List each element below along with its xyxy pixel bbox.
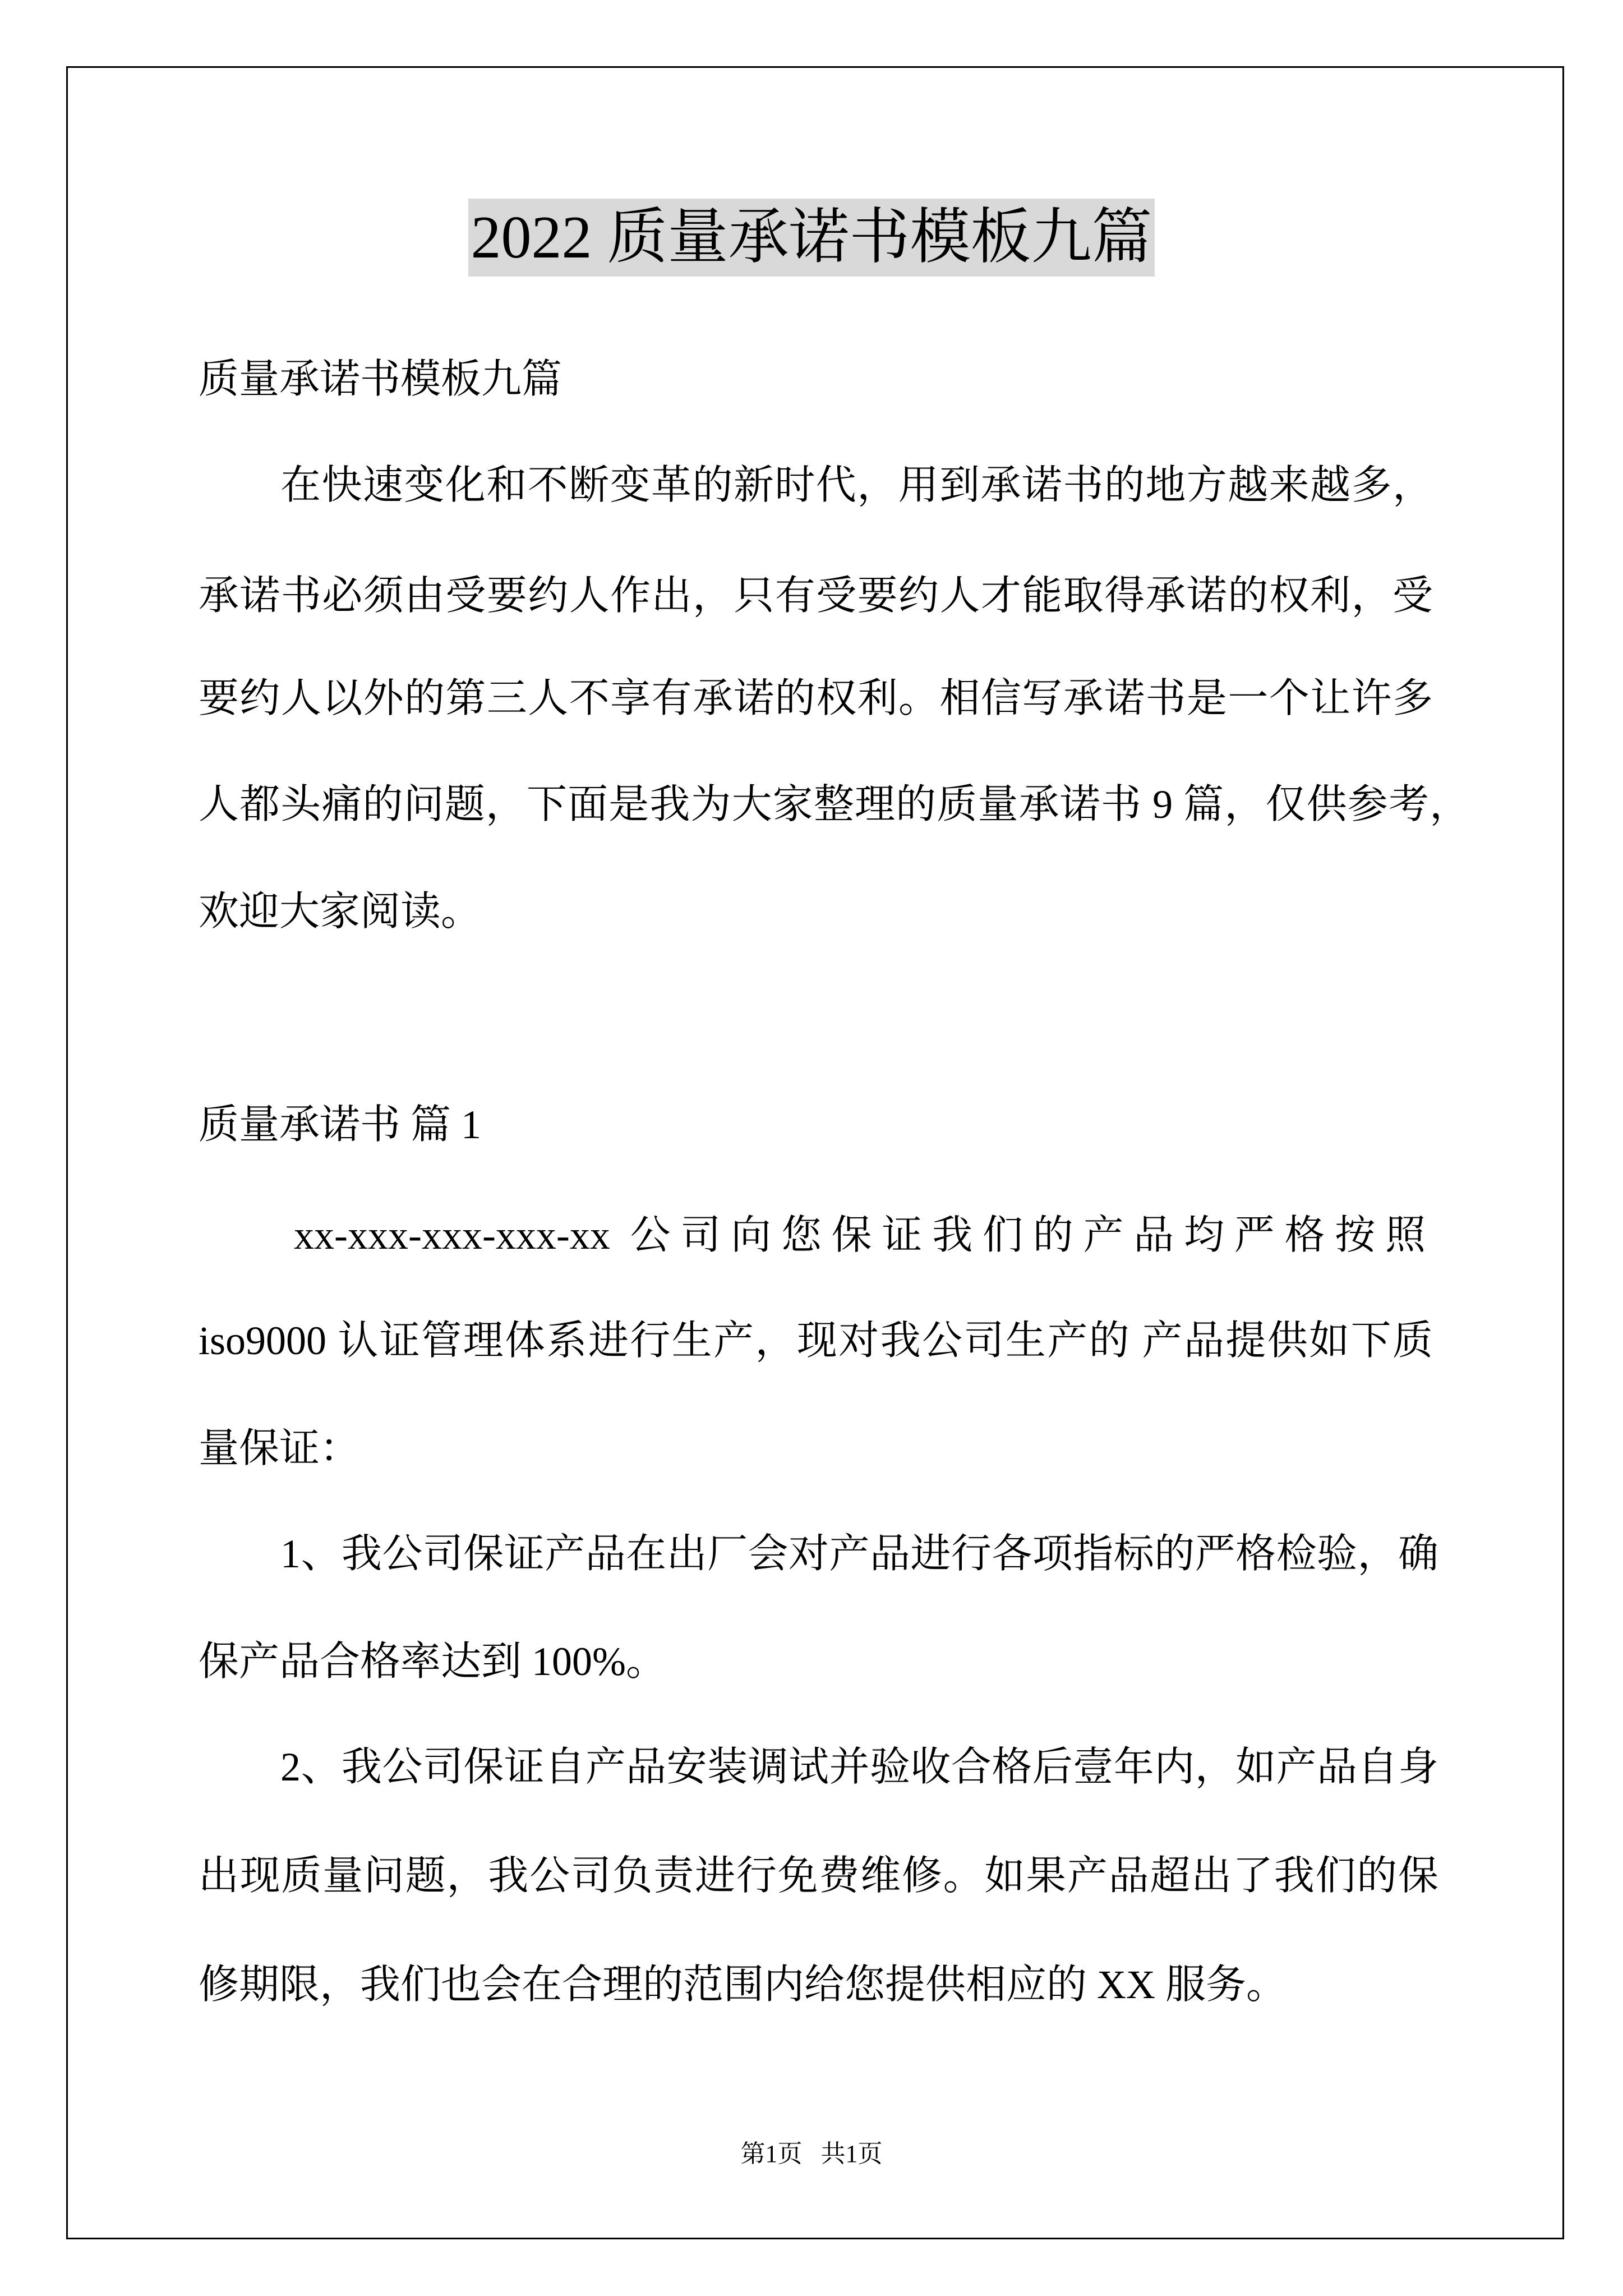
section-line: 量保证： xyxy=(199,1426,361,1471)
section-line: 2、我公司保证自产品安装调试并验收合格后壹年内，如产品自身 xyxy=(280,1745,1438,1789)
section-line: iso9000 认证管理体系进行生产，现对我公司生产的 产品提供如下质 xyxy=(199,1318,1433,1363)
section-line: xx-xxx-xxx-xxx-xx 公司向您保证我们的产品均严格按照 xyxy=(294,1213,1426,1258)
intro-line: 欢迎大家阅读。 xyxy=(199,889,482,934)
page-footer: 第1页 共1页 xyxy=(740,2140,883,2168)
section-line: 保产品合格率达到 100%。 xyxy=(199,1639,666,1684)
intro-line: 人都头痛的问题，下面是我为大家整理的质量承诺书 9 篇，仅供参考， xyxy=(199,782,1470,827)
section-line: 修期限，我们也会在合理的范围内给您提供相应的 XX 服务。 xyxy=(199,1962,1287,2007)
document-title: 2022 质量承诺书模板九篇 xyxy=(468,199,1154,277)
intro-line: 承诺书必须由受要约人作出，只有受要约人才能取得承诺的权利，受 xyxy=(199,573,1433,618)
title-container xyxy=(0,199,1623,277)
document-subtitle: 质量承诺书模板九篇 xyxy=(199,357,562,402)
section-heading: 质量承诺书 篇 1 xyxy=(199,1102,482,1147)
intro-line: 在快速变化和不断变革的新时代，用到承诺书的地方越来越多， xyxy=(280,463,1433,508)
section-line: 出现质量问题，我公司负责进行免费维修。如果产品超出了我们的保 xyxy=(199,1853,1438,1898)
section-line: 1、我公司保证产品在出厂会对产品进行各项指标的严格检验，确 xyxy=(280,1531,1438,1576)
intro-line: 要约人以外的第三人不享有承诺的权利。相信写承诺书是一个让许多 xyxy=(199,676,1433,721)
